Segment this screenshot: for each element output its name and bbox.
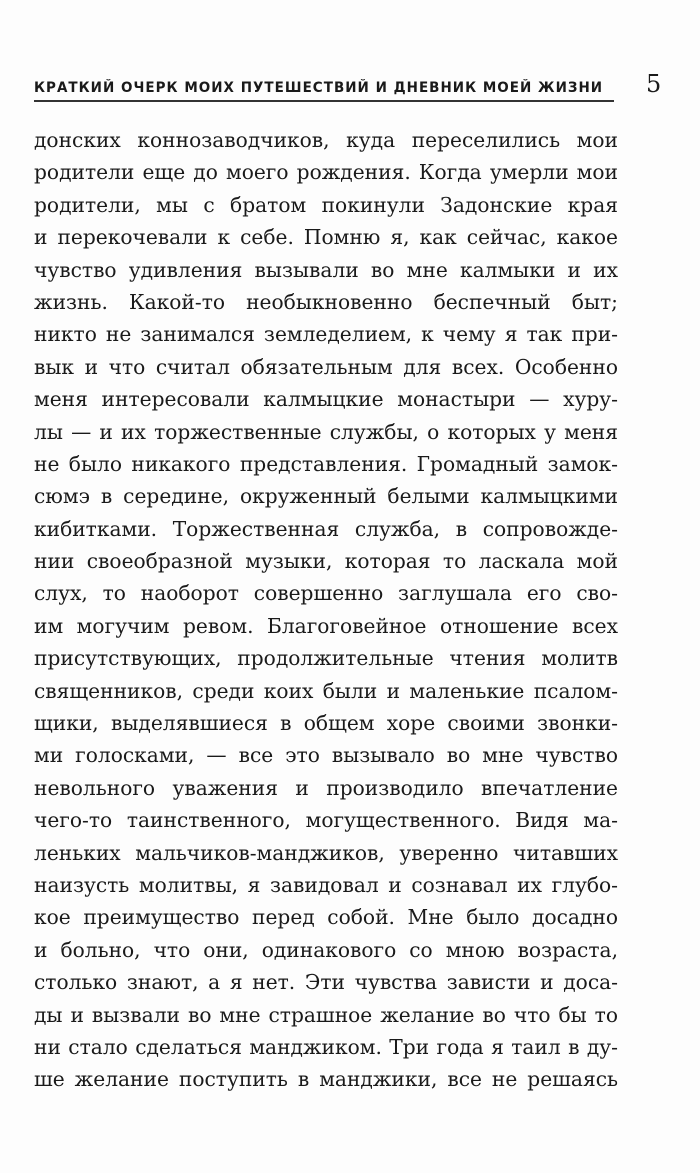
running-header bbox=[34, 66, 662, 98]
text-line: никто не занимался земледелием, к чему я так при- bbox=[34, 322, 618, 347]
text-line: невольного уважения и производило впечатление bbox=[34, 775, 618, 800]
text-line: вык и что считал обязательным для всех. Особенно bbox=[34, 354, 618, 379]
text-line: и больно, что они, одинакового со мною возраста, bbox=[34, 937, 618, 962]
text-line: чего-то таинственного, могущественного. Видя ма- bbox=[34, 808, 618, 833]
text-line: ше желание поступить в манджики, все не решаясь bbox=[34, 1067, 618, 1092]
text-line: им могучим ревом. Благоговейное отношение всех bbox=[34, 613, 618, 638]
text-line: лы — и их торжественные службы, о которых у меня bbox=[34, 419, 618, 444]
text-line: ды и вызвали во мне страшное желание во что бы то bbox=[34, 1002, 618, 1027]
text-line: кое преимущество перед собой. Мне было досадно bbox=[34, 905, 618, 930]
text-line: нии своеобразной музыки, которая то ласкала мой bbox=[34, 549, 618, 574]
text-line: меня интересовали калмыцкие монастыри — хуру- bbox=[34, 387, 618, 412]
text-line: леньких мальчиков-манджиков, уверенно читавших bbox=[34, 840, 618, 865]
running-head-title: КРАТКИЙ ОЧЕРК МОИХ ПУТЕШЕСТВИЙ И ДНЕВНИК МОЕЙ ЖИЗНИ bbox=[34, 80, 604, 96]
text-line: священников, среди коих были и маленькие псалом- bbox=[34, 678, 618, 703]
text-line: родители еще до моего рождения. Когда умерли мои bbox=[34, 160, 618, 185]
text-line: не было никакого представления. Громадный замок- bbox=[34, 451, 618, 476]
text-line: ни стало сделаться манджиком. Три года я таил в ду- bbox=[34, 1034, 618, 1059]
text-line: присутствующих, продолжительные чтения молитв bbox=[34, 646, 618, 671]
text-line: столько знают, а я нет. Эти чувства зависти и доса- bbox=[34, 970, 618, 995]
header-rule bbox=[34, 100, 614, 102]
text-line: родители, мы с братом покинули Задонские края bbox=[34, 192, 618, 217]
text-line: жизнь. Какой-то необыкновенно беспечный быт; bbox=[34, 289, 618, 314]
text-line: наизусть молитвы, я завидовал и сознавал их глубо- bbox=[34, 872, 618, 897]
text-line: донских коннозаводчиков, куда переселились мои bbox=[34, 128, 618, 152]
text-line: сюмэ в середине, окруженный белыми калмыцкими bbox=[34, 484, 618, 509]
body-text bbox=[34, 124, 618, 1096]
text-line: щики, выделявшиеся в общем хоре своими звонки- bbox=[34, 711, 618, 736]
text-line: и перекочевали к себе. Помню я, как сейчас, какое bbox=[34, 225, 618, 250]
text-line: слух, то наоборот совершенно заглушала его сво- bbox=[34, 581, 618, 606]
text-line: кибитками. Торжественная служба, в сопровожде- bbox=[34, 516, 618, 541]
text-line: чувство удивления вызывали во мне калмыки и их bbox=[34, 257, 618, 282]
text-line: ми голосками, — все это вызывало во мне чувство bbox=[34, 743, 618, 768]
page-number: 5 bbox=[645, 70, 662, 98]
